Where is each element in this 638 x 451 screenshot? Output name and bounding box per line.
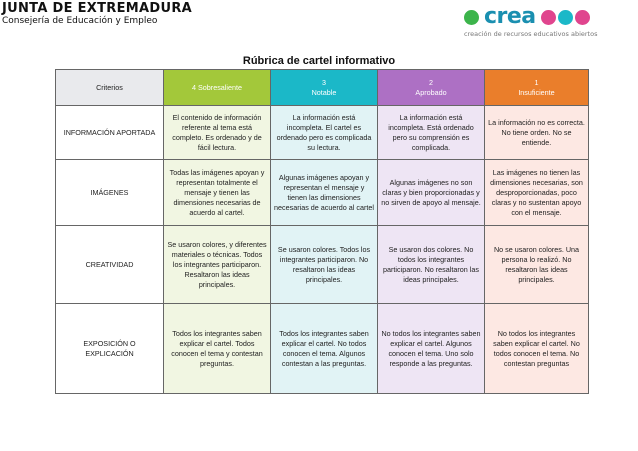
rubric-cell: Se usaron colores. Todos los integrantes participaron. No resaltaron las ideas principales. bbox=[271, 226, 378, 304]
crea-dot-icon bbox=[575, 10, 590, 25]
rubric-cell: Se usaron dos colores. No todos los integrantes participaron. No resaltaron las ideas principales. bbox=[378, 226, 485, 304]
table-row bbox=[56, 304, 589, 394]
table-row bbox=[56, 106, 589, 160]
crea-logo-word: crea bbox=[484, 4, 536, 29]
level-header-2 bbox=[378, 70, 485, 106]
rubric-cell: Algunas imágenes no son claras y bien proporcionadas y no sirven de apoyo al mensaje. bbox=[378, 160, 485, 226]
rubric-cell: La información no es correcta. No tiene orden. No se entiende. bbox=[485, 106, 589, 160]
level-header-1 bbox=[485, 70, 589, 106]
rubric-cell: Algunas imágenes apoyan y representan el mensaje y tienen las dimensiones necesarias de acuerdo al cartel bbox=[271, 160, 378, 226]
level-header-3 bbox=[271, 70, 378, 106]
header-row bbox=[56, 70, 589, 106]
rubric-cell: Todos los integrantes saben explicar el cartel. Todos conocen el tema y contestan preguntas. bbox=[164, 304, 271, 394]
rubric-cell: El contenido de información referente al tema está completo. Es ordenado y de fácil lectura. bbox=[164, 106, 271, 160]
crea-dot-icon bbox=[558, 10, 573, 25]
table-row bbox=[56, 226, 589, 304]
junta-logo-title: JUNTA DE EXTREMADURA bbox=[2, 1, 192, 16]
rubric-table bbox=[55, 69, 589, 394]
level-label: Notable bbox=[311, 87, 337, 97]
rubric-cell: No se usaron colores. Una persona lo realizó. No resaltaron las ideas principales. bbox=[485, 226, 589, 304]
criteria-header: Criterios bbox=[56, 70, 164, 106]
rubric-cell: Todos los integrantes saben explicar el cartel. No todos conocen el tema. Algunos contestan a las preguntas. bbox=[271, 304, 378, 394]
level-label: Insuficiente bbox=[518, 87, 555, 97]
rubric-cell: Se usaron colores, y diferentes materiales o técnicas. Todos los integrantes participaron. Resaltaron las ideas principales. bbox=[164, 226, 271, 304]
level-number: 1 bbox=[534, 77, 539, 87]
rubric-cell: No todos los integrantes saben explicar el cartel. No todos conocen el tema. No contestan preguntas bbox=[485, 304, 589, 394]
page-title: Rúbrica de cartel informativo bbox=[242, 55, 396, 67]
crea-logo-subtitle: creación de recursos educativos abiertos bbox=[464, 30, 598, 38]
junta-logo-subtitle: Consejería de Educación y Empleo bbox=[2, 16, 158, 26]
criterion-cell: EXPOSICIÓN O EXPLICACIÓN bbox=[56, 304, 164, 394]
crea-dot-icon bbox=[464, 10, 479, 25]
rubric-cell: Todas las imágenes apoyan y representan totalmente el mensaje y tienen las dimensiones necesarias de acuerdo al cartel. bbox=[164, 160, 271, 226]
rubric-cell: Las imágenes no tienen las dimensiones necesarias, son desproporcionadas, poco claras y no sustentan apoyo con el mensaje. bbox=[485, 160, 589, 226]
junta-extremadura-logo bbox=[2, 2, 192, 27]
rubric-cell: No todos los integrantes saben explicar el cartel. Algunos conocen el tema. Uno solo responde a las preguntas. bbox=[378, 304, 485, 394]
level-header-4 bbox=[164, 70, 271, 106]
criterion-cell: CREATIVIDAD bbox=[56, 226, 164, 304]
criterion-cell: INFORMACIÓN APORTADA bbox=[56, 106, 164, 160]
rubric-cell: La información está incompleta. Está ordenado pero su comprensión es complicada. bbox=[378, 106, 485, 160]
crea-dot-icon bbox=[541, 10, 556, 25]
crea-logo bbox=[464, 6, 636, 38]
level-number: 2 bbox=[429, 77, 433, 87]
level-number: 3 bbox=[322, 77, 326, 87]
criterion-cell: IMÁGENES bbox=[56, 160, 164, 226]
level-label: 4 Sobresaliente bbox=[192, 82, 242, 92]
table-row bbox=[56, 160, 589, 226]
rubric-cell: La información está incompleta. El cartel es ordenado pero es complicada su lectura. bbox=[271, 106, 378, 160]
level-label: Aprobado bbox=[415, 87, 447, 97]
